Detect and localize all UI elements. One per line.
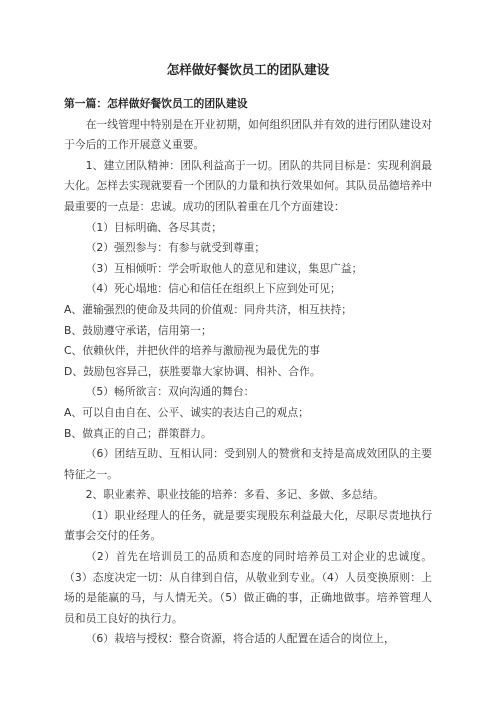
body-paragraph: （4）死心塌地：信心和信任在组织上下应到处可见；	[85, 282, 341, 296]
body-paragraph: B、鼓励遵守承诺，信用第一；	[64, 323, 212, 337]
section-title: 第一篇：怎样做好餐饮员工的团队建设	[64, 97, 248, 110]
body-paragraph: B、做真正的自己；群策群力。	[64, 426, 212, 440]
body-paragraph: A、可以自由自在、公平、诚实的表达自己的观点；	[64, 405, 309, 419]
body-paragraph: （6）团结互助、互相认同：受到别人的赞赏和支持是高成效团队的主要特征之一。	[64, 447, 432, 481]
document-title: 怎样做好餐饮员工的团队建设	[166, 62, 330, 77]
body-paragraph: （2）强烈参与：有参与就受到尊重；	[85, 241, 266, 255]
body-paragraph: A、灌输强烈的使命及共同的价值观：同舟共济，相互扶持；	[64, 302, 353, 316]
body-paragraph: （2）首先在培训员工的品质和态度的同时培养员工对企业的忠诚度。（3）态度决定一切：从自律到自信，从敬业到专业。（4）人员变换原则：上场的是能赢的马，与人情无关。（5）做正确的事，正确地做事。培养管理人员和员工良好的执行力。	[64, 550, 432, 625]
body-paragraph: （3）互相倾听：学会听取他人的意见和建议，集思广益；	[85, 261, 363, 275]
body-paragraph: C、依赖伙伴，并把伙伴的培养与激励视为最优先的事	[64, 344, 320, 358]
body-paragraph: D、鼓励包容异己，获胜要靠大家协调、相补、合作。	[64, 364, 321, 378]
body-paragraph: （5）畅所欲言：双向沟通的舞台：	[85, 385, 255, 399]
body-paragraph: （1）职业经理人的任务，就是要实现股东利益最大化，尽职尽责地执行董事会交付的任务。	[64, 508, 432, 543]
body-paragraph: 1、建立团队精神：团队利益高于一切。团队的共同目标是：实现利润最大化。怎样去实现就要看一个团队的力量和执行效果如何。其队员品德培养中最重要的一点是：忠诚。成功的团队着重在几个方面建设：	[64, 158, 432, 213]
body-paragraph: 2、职业素养、职业技能的培养：多看、多记、多做、多总结。	[85, 488, 384, 502]
body-paragraph: （6）栽培与授权：整合资源，将合适的人配置在适合的岗位上，	[85, 632, 395, 646]
body-paragraph: 在一线管理中特别是在开业初期，如何组织团队并有效的进行团队建设对于今后的工作开展意义重要。	[64, 117, 432, 152]
document-body	[64, 115, 432, 650]
body-paragraph: （1）目标明确、各尽其责；	[85, 220, 223, 234]
